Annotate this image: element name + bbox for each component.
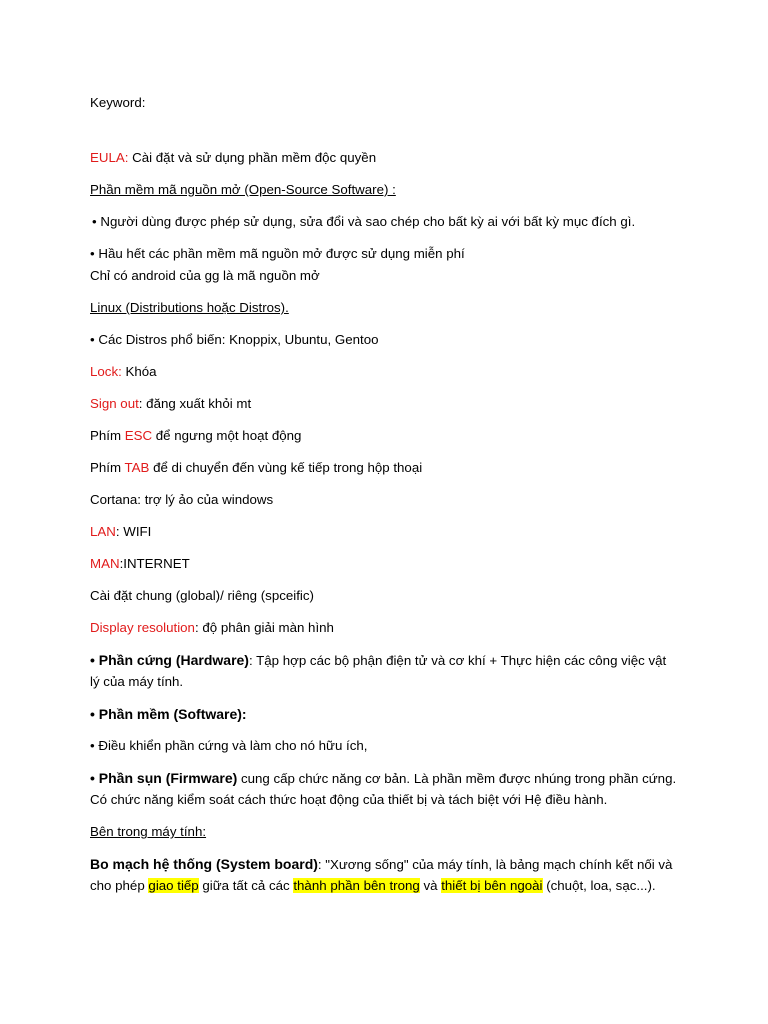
linux-bullet: • Các Distros phổ biến: Knoppix, Ubuntu, Gentoo (90, 332, 379, 347)
highlight-giao-tiep: giao tiếp (148, 878, 199, 893)
signout-desc: : đăng xuất khỏi mt (138, 396, 252, 411)
display-desc: : độ phân giải màn hình (194, 620, 334, 635)
tab-key: TAB (124, 460, 150, 475)
lock-term: Lock: (90, 364, 122, 379)
lan-line (90, 523, 151, 541)
signout-term: Sign out (90, 396, 139, 411)
system-board-line (90, 855, 672, 874)
open-source-bullet-1: • Người dùng được phép sử dụng, sửa đổi và sao chép cho bất kỳ ai với bất kỳ mục đích gì. (92, 214, 636, 229)
lan-desc: : WIFI (115, 524, 152, 539)
display-line (90, 619, 334, 637)
firmware-bullet: • (90, 770, 99, 786)
settings-line: Cài đặt chung (global)/ riêng (spceific) (90, 588, 314, 603)
inside-heading: Bên trong máy tính: (90, 824, 207, 839)
system-board-term: Bo mạch hệ thống (System board) (90, 856, 318, 872)
hardware-desc: : Tập hợp các bộ phận điện tử và cơ khí + Thực hiện các công việc vật (248, 653, 667, 668)
system-board-text-a: cho phép (90, 878, 149, 893)
firmware-desc: cung cấp chức năng cơ bản. Là phần mềm được nhúng trong phần cứng. (237, 771, 677, 786)
signout-line (90, 395, 251, 413)
open-source-bullet-2: • Hầu hết các phần mềm mã nguồn mở được sử dụng miễn phí (90, 246, 465, 261)
lan-term: LAN (90, 524, 116, 539)
open-source-note: Chỉ có android của gg là mã nguồn mở (90, 268, 320, 283)
hardware-desc-2: lý của máy tính. (90, 674, 184, 689)
linux-heading: Linux (Distributions hoặc Distros). (90, 300, 289, 315)
eula-line (90, 149, 376, 167)
eula-desc: Cài đặt và sử dụng phần mềm độc quyền (128, 150, 377, 165)
firmware-line (90, 769, 676, 788)
tab-desc: để di chuyển đến vùng kế tiếp trong hộp thoại (149, 460, 423, 475)
tab-line (90, 459, 422, 477)
man-term: MAN (90, 556, 120, 571)
highlight-thanh-phan: thành phần bên trong (293, 878, 420, 893)
esc-line (90, 427, 301, 445)
eula-term: EULA: (90, 150, 129, 165)
firmware-term: Phần sụn (Firmware) (98, 770, 238, 786)
man-desc: :INTERNET (119, 556, 190, 571)
esc-desc: để ngưng một hoạt động (152, 428, 302, 443)
firmware-desc-2: Có chức năng kiểm soát cách thức hoạt động của thiết bị và tách biệt với Hệ điều hành. (90, 792, 608, 807)
software-heading: • Phần mềm (Software): (90, 706, 247, 722)
hardware-bullet: • (90, 652, 99, 668)
system-board-line-2 (90, 877, 656, 895)
lock-line (90, 363, 157, 381)
open-source-heading: Phần mềm mã nguồn mở (Open-Source Software) : (90, 182, 396, 197)
system-board-desc: : "Xương sống" của máy tính, là bảng mạch chính kết nối và (317, 857, 673, 872)
esc-prefix: Phím (90, 428, 125, 443)
highlight-thiet-bi: thiết bị bên ngoài (441, 878, 543, 893)
lock-desc: Khóa (121, 364, 157, 379)
system-board-text-c: và (419, 878, 442, 893)
man-line (90, 555, 190, 573)
cortana-line: Cortana: trợ lý ảo của windows (90, 492, 274, 507)
hardware-term: Phần cứng (Hardware) (98, 652, 249, 668)
software-bullet: • Điều khiển phần cứng và làm cho nó hữu ích, (90, 738, 368, 753)
keyword-label: Keyword: (90, 95, 146, 110)
system-board-text-d: (chuột, loa, sạc...). (542, 878, 656, 893)
display-term: Display resolution (90, 620, 195, 635)
esc-key: ESC (124, 428, 153, 443)
tab-prefix: Phím (90, 460, 125, 475)
hardware-line (90, 651, 666, 670)
system-board-text-b: giữa tất cả các (198, 878, 294, 893)
